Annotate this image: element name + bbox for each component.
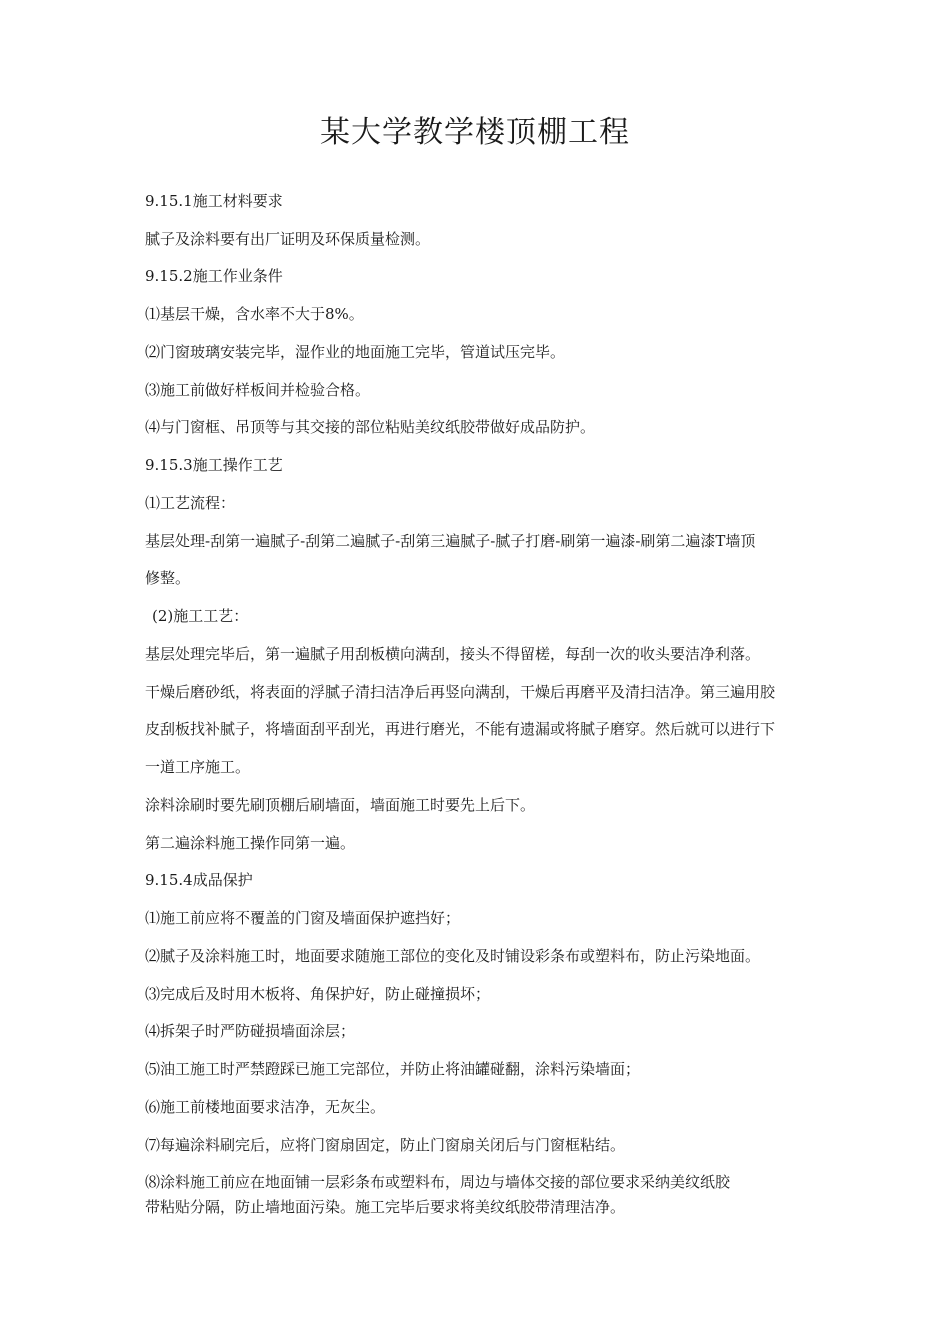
list-item: ⑸油工施工时严禁蹬踩已施工完部位，并防止将油罐碰翻，涂料污染墙面； [145, 1060, 641, 1078]
paragraph: 基层处理完毕后，第一遍腻子用刮板横向满刮，接头不得留槎，每刮一次的收头要洁净利落。 [145, 645, 761, 663]
paragraph: 涂料涂刷时要先刷顶棚后刷墙面，墙面施工时要先上后下。 [145, 796, 536, 814]
list-item: ⑻涂料施工前应在地面铺一层彩条布或塑料布，周边与墙体交接的部位要求采纳美纹纸胶 [145, 1173, 731, 1191]
paragraph: 修整。 [145, 569, 191, 587]
list-item: ⑴工艺流程： [145, 494, 236, 512]
list-item: (2)施工工艺： [152, 607, 249, 625]
paragraph: 一道工序施工。 [145, 758, 251, 776]
section-heading-9-15-3: 9.15.3施工操作工艺 [145, 456, 283, 474]
page-title: 某大学教学楼顶棚工程 [320, 115, 630, 150]
section-heading-9-15-4: 9.15.4成品保护 [145, 871, 253, 889]
list-item: ⑴施工前应将不覆盖的门窗及墙面保护遮挡好； [145, 909, 461, 927]
list-item: ⑵腻子及涂料施工时，地面要求随施工部位的变化及时铺设彩条布或塑料布，防止污染地面。 [145, 947, 761, 965]
list-item: ⑶完成后及时用木板将、角保护好，防止碰撞损坏； [145, 985, 491, 1003]
list-item: ⑷拆架子时严防碰损墙面涂层； [145, 1022, 356, 1040]
section-heading-9-15-2: 9.15.2施工作业条件 [145, 267, 283, 285]
paragraph: 干燥后磨砂纸，将表面的浮腻子清扫洁净后再竖向满刮，干燥后再磨平及清扫洁净。第三遍用胶 [145, 683, 776, 701]
list-item: ⑺每遍涂料刷完后，应将门窗扇固定，防止门窗扇关闭后与门窗框粘结。 [145, 1136, 626, 1154]
paragraph: 皮刮板找补腻子，将墙面刮平刮光，再进行磨光，不能有遗漏或将腻子磨穿。然后就可以进行下 [145, 720, 776, 738]
list-item: ⑵门窗玻璃安装完毕，湿作业的地面施工完毕，管道试压完毕。 [145, 343, 566, 361]
list-item: ⑶施工前做好样板间并检验合格。 [145, 381, 371, 399]
paragraph: 基层处理-刮第一遍腻子-刮第二遍腻子-刮第三遍腻子-腻子打磨-刷第一遍漆-刷第二遍漆T墙顶 [145, 532, 756, 550]
list-item: ⑹施工前楼地面要求洁净，无灰尘。 [145, 1098, 386, 1116]
paragraph: 第二遍涂料施工操作同第一遍。 [145, 834, 356, 852]
list-item-continuation: 带粘贴分隔，防止墙地面污染。施工完毕后要求将美纹纸胶带清理洁净。 [145, 1198, 626, 1216]
paragraph: 腻子及涂料要有出厂证明及环保质量检测。 [145, 230, 431, 248]
list-item: ⑷与门窗框、吊顶等与其交接的部位粘贴美纹纸胶带做好成品防护。 [145, 418, 596, 436]
list-item: ⑴基层干燥，含水率不大于8%。 [145, 305, 364, 323]
section-heading-9-15-1: 9.15.1施工材料要求 [145, 192, 283, 210]
